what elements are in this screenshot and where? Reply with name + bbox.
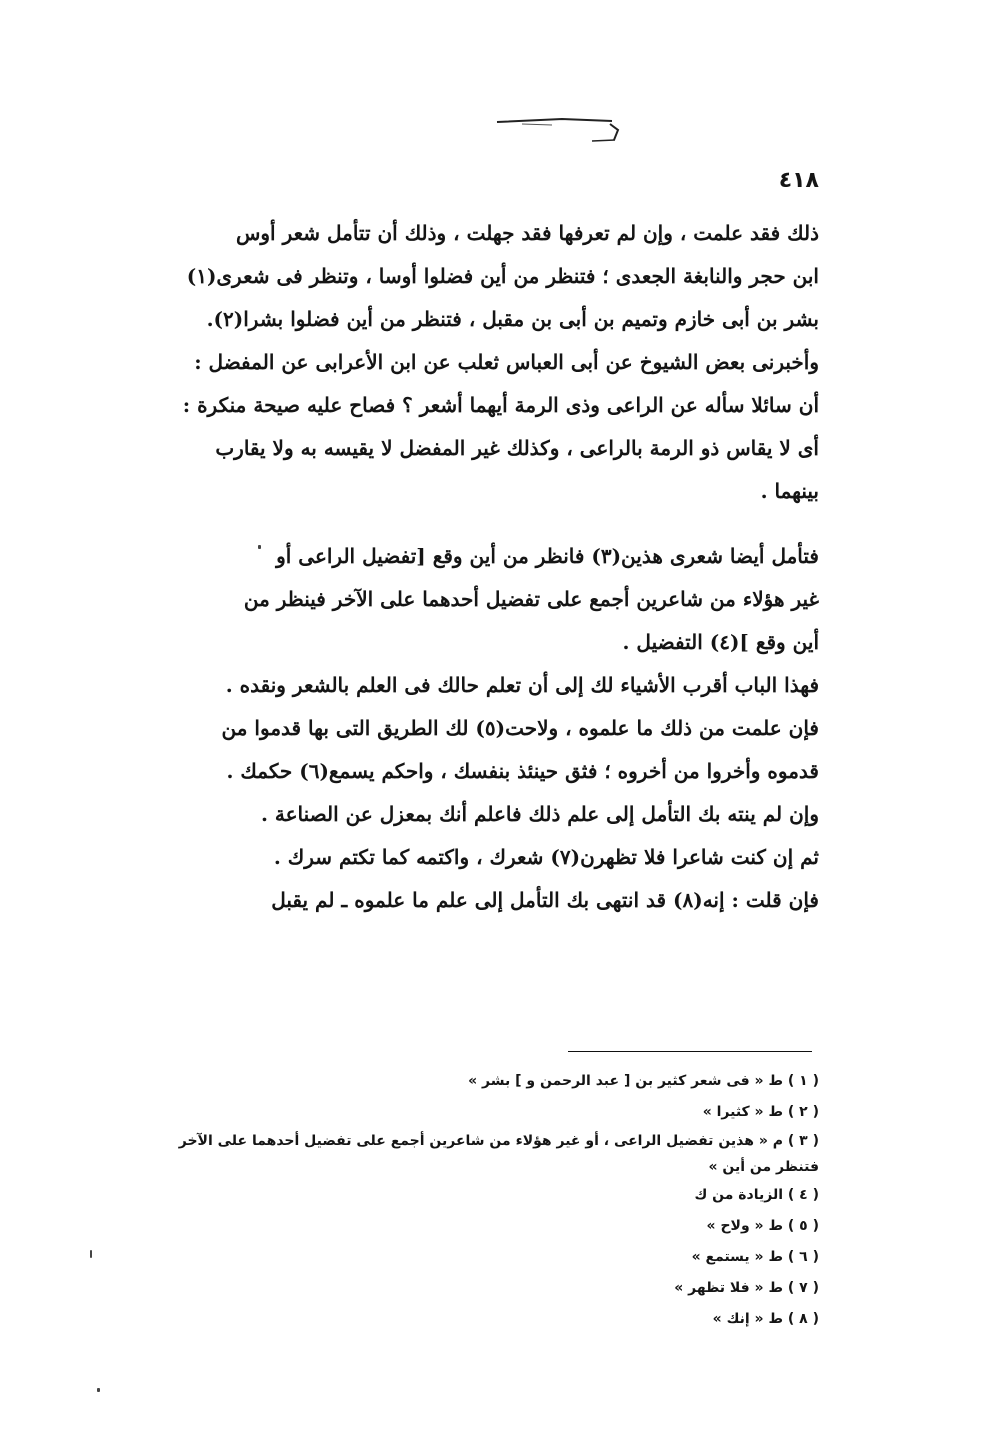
footnote: ( ٢ ) ط « كثيرا »	[702, 1104, 819, 1120]
footnote: ( ٦ ) ط « يستمع »	[691, 1249, 819, 1265]
scan-speck	[97, 1388, 100, 1392]
text-line: فتأمل أيضا شعرى هذين(٣) فانظر من أين وقع [تفضيل الراعى أو	[276, 544, 819, 568]
text-line: أن سائلا سأله عن الراعى وذى الرمة أيهما أشعر ؟ فصاح عليه صيحة منكرة :	[182, 393, 819, 417]
footnote: ( ٧ ) ط « فلا تظهر »	[674, 1280, 819, 1296]
scan-speck	[90, 1250, 92, 1258]
text-line: ذلك فقد علمت ، وإن لم تعرفها فقد جهلت ، وذلك أن تتأمل شعر أوس	[235, 221, 819, 245]
footnote-continuation: فتنظر من أين »	[708, 1159, 819, 1175]
text-line: فإن قلت : إنه(٨) قد انتهى بك التأمل إلى علم ما علموه ـ لم يقبل	[271, 888, 819, 912]
footnote: ( ٨ ) ط « إنك »	[712, 1311, 819, 1327]
footnote: ( ١ ) ط « فى شعر كثير بن [ عبد الرحمن و ] بشر »	[468, 1073, 819, 1089]
footnote: ( ٥ ) ط « ولاح »	[706, 1218, 819, 1234]
text-line: قدموه وأخروا من أخروه ؛ فثق حينئذ بنفسك ، واحكم يسمع(٦) حكمك .	[226, 759, 819, 783]
body-text	[125, 212, 819, 922]
text-line: بشر بن أبى خازم وتميم بن أبى بن مقبل ، فتنظر من أين فضلوا بشرا(٢).	[206, 307, 819, 331]
text-line: بينهما .	[760, 479, 819, 503]
text-line: أين وقع ](٤) التفضيل .	[622, 630, 819, 654]
page-number: ٤١٨	[778, 168, 819, 193]
text-line: أى لا يقاس ذو الرمة بالراعى ، وكذلك غير المفضل لا يقيسه به ولا يقارب	[215, 436, 819, 460]
text-line: فهذا الباب أقرب الأشياء لك إلى أن تعلم حالك فى العلم بالشعر ونقده .	[225, 673, 819, 697]
text-line: غير هؤلاء من شاعرين أجمع على تفضيل أحدهما على الآخر فينظر من	[243, 587, 819, 611]
text-line: وأخبرنى بعض الشيوخ عن أبى العباس ثعلب عن ابن الأعرابى عن المفضل :	[194, 350, 819, 374]
text-line: ثم إن كنت شاعرا فلا تظهرن(٧) شعرك ، واكتمه كما تكتم سرك .	[273, 845, 819, 869]
text-line: ابن حجر والنابغة الجعدى ؛ فتنظر من أين فضلوا أوسا ، وتنظر فى شعرى(١)	[186, 264, 819, 288]
scan-speck	[258, 545, 261, 549]
footnote: ( ٤ ) الزيادة من ك	[694, 1187, 819, 1203]
scan-artifact-mark	[492, 110, 642, 150]
footnotes	[125, 1066, 819, 1335]
footnote: ( ٣ ) م « هذين تفضيل الراعى ، أو غير هؤلاء من شاعرين أجمع على تفضيل أحدهما على الآخر	[178, 1133, 819, 1149]
text-line: وإن لم ينته بك التأمل إلى علم ذلك فاعلم أنك بمعزل عن الصناعة .	[260, 802, 819, 826]
text-line: فإن علمت من ذلك ما علموه ، ولاحت(٥) لك الطريق التى بها قدموا من	[221, 716, 819, 740]
footnote-separator	[568, 1051, 812, 1052]
